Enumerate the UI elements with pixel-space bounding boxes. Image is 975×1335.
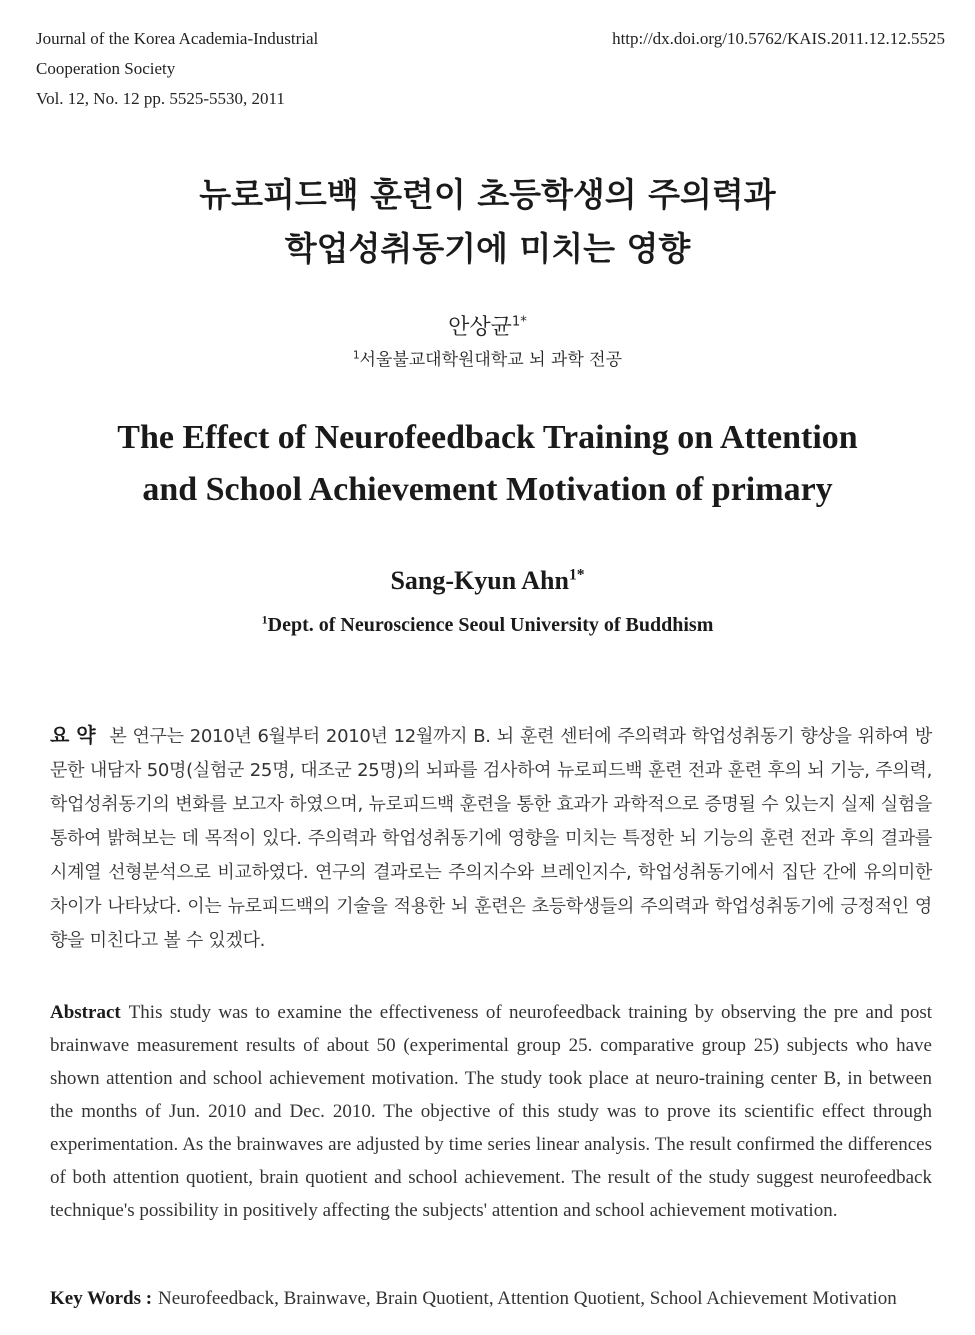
korean-title-line1: 뉴로피드백 훈련이 초등학생의 주의력과: [199, 175, 776, 214]
korean-author: [0, 310, 975, 341]
english-author-sup: 1*: [568, 566, 585, 584]
korean-affiliation-text: 서울불교대학원대학교 뇌 과학 전공: [359, 350, 623, 370]
korean-title-line2: 학업성취동기에 미치는 영향: [284, 229, 691, 268]
english-title-line1: The Effect of Neurofeedback Training on Attention: [117, 419, 858, 456]
korean-abstract: [50, 718, 932, 958]
korean-author-name: 안상균: [448, 315, 512, 340]
korean-affiliation: [0, 345, 975, 370]
english-author-name: Sang-Kyun Ahn: [390, 566, 569, 595]
english-abstract-text: This study was to examine the effectiveness of neurofeedback training by observing the pre and post brainwave measurement results of about 50 (experimental group 25. comparative group 25) subjects who have shown attention and school achievement motivation. The study took place at neuro-training center B, in between the months of Jun. 2010 and Dec. 2010. The objective of this study was to prove its scientific effect through experimentation. As the brainwaves are adjusted by time series linear analysis. The result confirmed the differences of both attention quotient, brain quotient and school achievement. The result of the study suggest neurofeedback technique's possibility in positively affecting the subjects' attention and school achievement motivation.: [50, 1002, 932, 1221]
english-author: [0, 566, 975, 596]
english-affiliation: [0, 614, 975, 637]
english-title: [0, 412, 975, 516]
keywords-text: Neurofeedback, Brainwave, Brain Quotient, Attention Quotient, School Achievement Motivation: [158, 1288, 897, 1309]
korean-abstract-label: 요 약: [50, 723, 96, 747]
english-title-line2: and School Achievement Motivation of primary: [142, 471, 833, 508]
korean-affiliation-sup: 1: [352, 350, 360, 362]
english-affiliation-sup: 1: [261, 612, 268, 627]
korean-abstract-text: 본 연구는 2010년 6월부터 2010년 12월까지 B. 뇌 훈련 센터에 주의력과 학업성취동기 향상을 위하여 방문한 내담자 50명(실험군 25명, 대조군 25명)의 뇌파를 검사하여 뉴로피드백 훈련 전과 훈련 후의 뇌 기능, 주의력, 학업성취동기의 변화를 보고자 하였으며, 뉴로피드백 훈련을 통한 효과가 과학적으로 증명될 수 있는지 실제 실험을 통하여 밝혀보는 데 목적이 있다. 주의력과 학업성취동기에 영향을 미치는 특정한 뇌 기능의 훈련 전과 후의 결과를 시계열 선형분석으로 비교하였다. 연구의 결과로는 주의지수와 브레인지수, 학업성취동기에서 집단 간에 유의미한 차이가 나타났다. 이는 뉴로피드백의 기술을 적용한 뇌 훈련은 초등학생들의 주의력과 학업성취동기에 긍정적인 영향을 미친다고 볼 수 있겠다.: [50, 726, 933, 951]
journal-info: [36, 24, 318, 114]
english-abstract-label: Abstract: [50, 1002, 121, 1023]
keywords: [50, 1282, 932, 1315]
journal-name-line2: Cooperation Society: [36, 59, 176, 78]
english-abstract: [50, 996, 932, 1227]
journal-volume: Vol. 12, No. 12 pp. 5525-5530, 2011: [36, 89, 285, 108]
english-affiliation-text: Dept. of Neuroscience Seoul University of Buddhism: [267, 614, 714, 636]
korean-title: [0, 168, 975, 276]
journal-name-line1: Journal of the Korea Academia-Industrial: [36, 29, 319, 48]
keywords-label: Key Words :: [50, 1288, 153, 1309]
korean-author-sup: 1*: [511, 314, 527, 330]
doi-link[interactable]: http://dx.doi.org/10.5762/KAIS.2011.12.12.5525: [612, 29, 945, 48]
